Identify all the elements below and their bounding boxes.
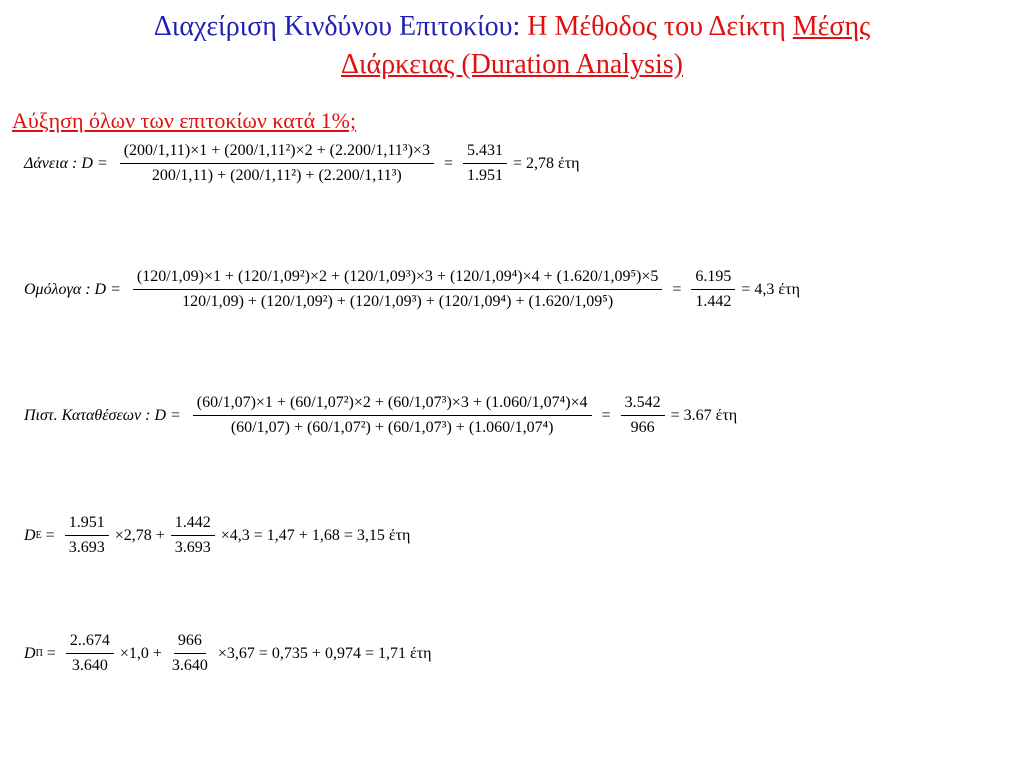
term-text: ×3,67 = 0,735 + 0,974 = 1,71 έτη bbox=[217, 644, 432, 662]
duration-subscript: Π bbox=[35, 648, 43, 659]
equals-sign: = bbox=[46, 644, 56, 662]
page-title bbox=[40, 8, 984, 84]
result-fraction bbox=[463, 142, 507, 185]
title-part-3: Μέσης bbox=[792, 11, 871, 42]
denominator: 3.693 bbox=[174, 539, 211, 556]
denominator: 3.640 bbox=[171, 657, 208, 674]
equation-duration-liabilities bbox=[24, 632, 431, 675]
equals-sign: = bbox=[443, 154, 453, 172]
numerator: (120/1,09)×1 + (120/1,09²)×2 + (120/1,09³)×3 + (120/1,09⁴)×4 + (1.620/1,09⁵)×5 bbox=[133, 268, 662, 290]
numerator: (60/1,07)×1 + (60/1,07²)×2 + (60/1,07³)×3 + (1.060/1,07⁴)×4 bbox=[193, 394, 592, 416]
subtitle bbox=[12, 108, 356, 134]
result-numerator: 6.195 bbox=[691, 268, 735, 290]
equation-duration-assets bbox=[24, 514, 410, 557]
result-denominator: 1.951 bbox=[466, 167, 503, 184]
weight-fraction-1 bbox=[65, 514, 109, 557]
equation-bonds bbox=[24, 268, 800, 311]
term-text: ×4,3 = 1,47 + 1,68 = 3,15 έτη bbox=[220, 526, 411, 544]
weight-fraction-2 bbox=[168, 632, 212, 675]
result-numerator: 5.431 bbox=[463, 142, 507, 164]
equation-result: = 3.67 έτη bbox=[670, 406, 738, 424]
numerator: 1.442 bbox=[171, 514, 215, 536]
result-denominator: 966 bbox=[630, 419, 655, 436]
equation-result: = 2,78 έτη bbox=[512, 154, 580, 172]
fraction bbox=[133, 268, 662, 311]
denominator: (60/1,07) + (60/1,07²) + (60/1,07³) + (1.060/1,07⁴) bbox=[230, 419, 554, 436]
duration-subscript: E bbox=[35, 530, 42, 541]
denominator: 120/1,09) + (120/1,09²) + (120/1,09³) + (120/1,09⁴) + (1.620/1,09⁵) bbox=[182, 293, 614, 310]
numerator: (200/1,11)×1 + (200/1,11²)×2 + (2.200/1,11³)×3 bbox=[120, 142, 434, 164]
result-fraction bbox=[621, 394, 665, 437]
fraction bbox=[193, 394, 592, 437]
term-text: ×2,78 + bbox=[114, 526, 165, 544]
result-numerator: 3.542 bbox=[621, 394, 665, 416]
numerator: 1.951 bbox=[65, 514, 109, 536]
title-line-2: Διάρκειας (Duration Analysis) bbox=[341, 49, 683, 80]
numerator: 966 bbox=[174, 632, 206, 654]
term-text: ×1,0 + bbox=[119, 644, 162, 662]
title-part-1: Διαχείριση Κινδύνου Επιτοκίου: bbox=[153, 11, 528, 42]
equals-sign: = bbox=[672, 280, 682, 298]
title-part-2: Η Μέθοδος του Δείκτη bbox=[527, 11, 793, 42]
equation-lhs: Δάνεια : D = bbox=[24, 154, 108, 172]
equals-sign: = bbox=[45, 526, 55, 544]
fraction bbox=[120, 142, 434, 185]
numerator: 2..674 bbox=[66, 632, 114, 654]
equation-loans bbox=[24, 142, 580, 185]
equation-lhs: Ομόλογα : D = bbox=[24, 280, 121, 298]
subtitle-text: Αύξηση όλων των επιτοκίων κατά 1%; bbox=[12, 108, 357, 133]
equals-sign: = bbox=[601, 406, 611, 424]
denominator: 200/1,11) + (200/1,11²) + (2.200/1,11³) bbox=[151, 167, 402, 184]
weight-fraction-2 bbox=[171, 514, 215, 557]
denominator: 3.693 bbox=[68, 539, 105, 556]
duration-symbol: D bbox=[24, 644, 36, 662]
result-denominator: 1.442 bbox=[695, 293, 732, 310]
result-fraction bbox=[691, 268, 735, 311]
equation-deposits bbox=[24, 394, 737, 437]
duration-symbol: D bbox=[24, 526, 36, 544]
denominator: 3.640 bbox=[71, 657, 108, 674]
weight-fraction-1 bbox=[66, 632, 114, 675]
equation-lhs: Πιστ. Καταθέσεων : D = bbox=[24, 406, 181, 424]
equation-result: = 4,3 έτη bbox=[741, 280, 800, 298]
